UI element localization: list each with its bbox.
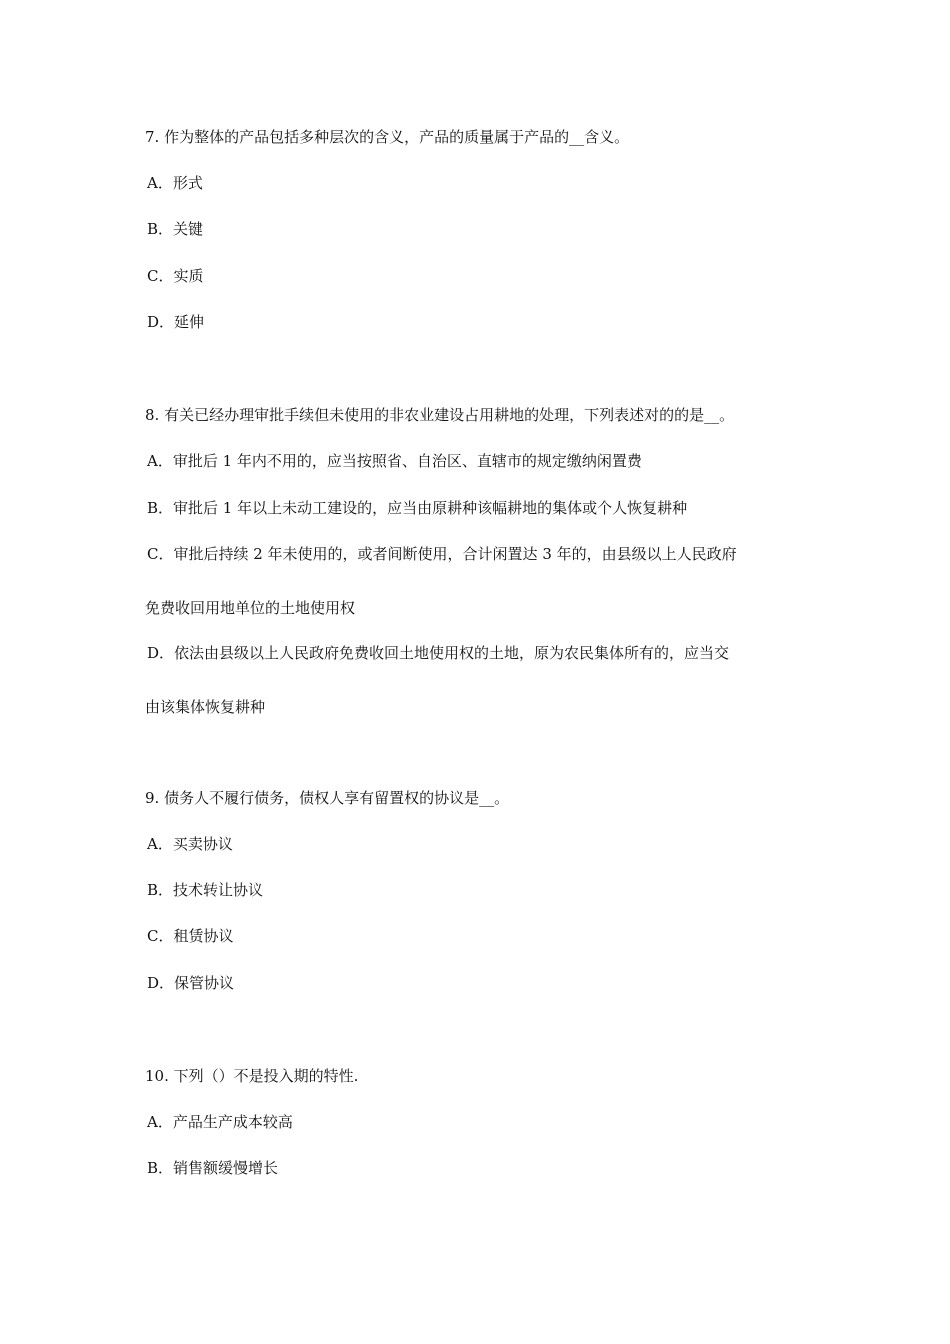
question-7-text: 7. 作为整体的产品包括多种层次的含义，产品的质量属于产品的__含义。 (145, 128, 630, 146)
question-7-option-b: B．关键 (147, 220, 204, 238)
question-8-option-d: D．依法由县级以上人民政府免费收回土地使用权的土地，原为农民集体所有的，应当交 (147, 644, 730, 662)
question-10-option-b: B．销售额缓慢增长 (147, 1159, 279, 1177)
question-8-option-c: C．审批后持续 2 年未使用的，或者间断使用，合计闲置达 3 年的，由县级以上人民政府 (147, 545, 737, 563)
question-9-option-a: A．买卖协议 (147, 835, 233, 853)
question-8-option-b: B．审批后 1 年以上未动工建设的，应当由原耕种该幅耕地的集体或个人恢复耕种 (147, 499, 688, 517)
question-7-option-c: C．实质 (147, 267, 204, 285)
question-10-option-a: A．产品生产成本较高 (147, 1113, 293, 1131)
question-10-text: 10. 下列（）不是投入期的特性. (145, 1067, 359, 1085)
question-7-option-a: A．形式 (147, 174, 203, 192)
question-8-option-c-continued: 免费收回用地单位的土地使用权 (145, 599, 356, 617)
question-9-option-b: B．技术转让协议 (147, 881, 264, 899)
question-7-option-d: D．延伸 (147, 313, 205, 331)
question-9-text: 9. 债务人不履行债务，债权人享有留置权的协议是__。 (145, 789, 510, 807)
question-8-option-d-continued: 由该集体恢复耕种 (145, 698, 266, 716)
question-8-text: 8. 有关已经办理审批手续但未使用的非农业建设占用耕地的处理，下列表述对的的是__。 (145, 406, 735, 424)
question-8-option-a: A．审批后 1 年内不用的，应当按照省、自治区、直辖市的规定缴纳闲置费 (147, 452, 642, 470)
question-9-option-d: D．保管协议 (147, 974, 235, 992)
question-9-option-c: C．租赁协议 (147, 927, 234, 945)
